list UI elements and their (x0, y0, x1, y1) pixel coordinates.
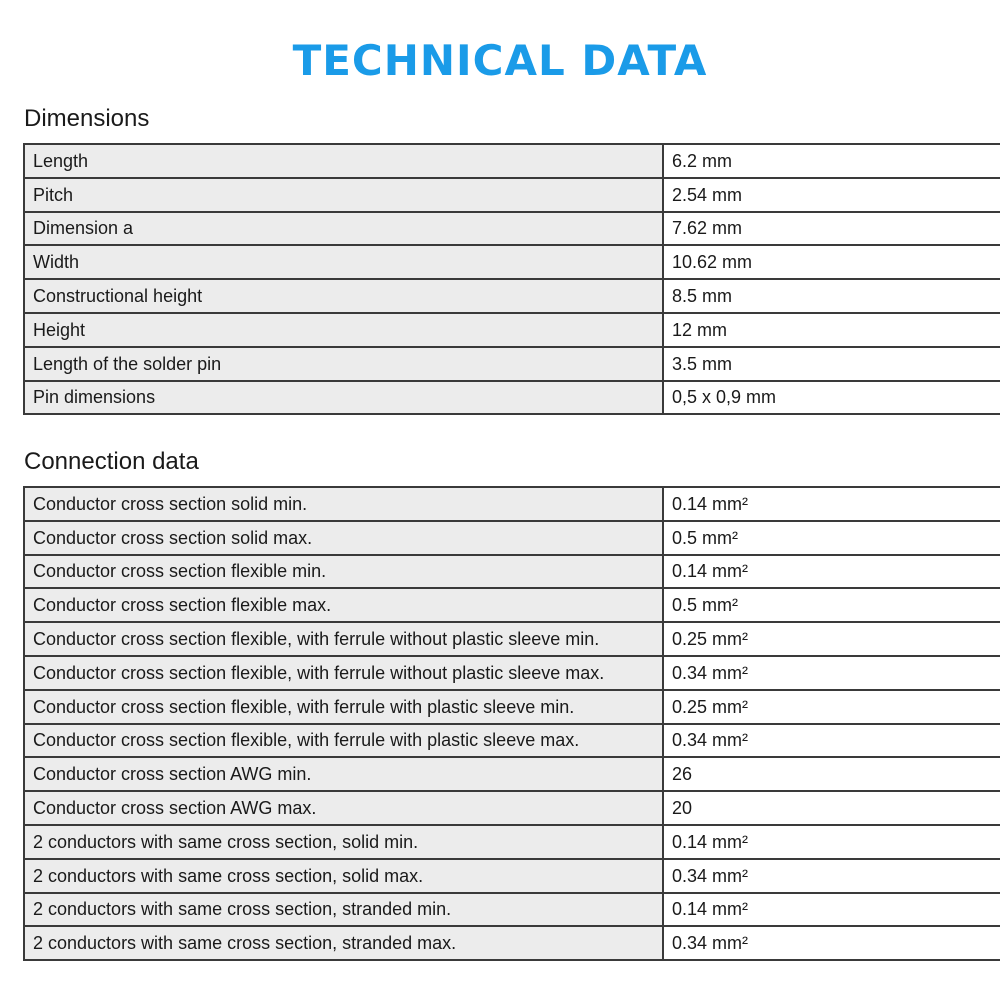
row-value: 8.5 mm (663, 279, 1000, 313)
row-value: 7.62 mm (663, 212, 1000, 246)
table-row (24, 893, 1000, 927)
table-row (24, 690, 1000, 724)
row-label: Pin dimensions (24, 381, 663, 415)
row-label: Length of the solder pin (24, 347, 663, 381)
row-label: Pitch (24, 178, 663, 212)
row-value: 0.14 mm² (663, 893, 1000, 927)
row-value: 26 (663, 757, 1000, 791)
row-label: Conductor cross section flexible min. (24, 555, 663, 589)
row-value: 0.14 mm² (663, 555, 1000, 589)
table-row (24, 487, 1000, 521)
table-row (24, 347, 1000, 381)
row-label: Dimension a (24, 212, 663, 246)
row-label: Conductor cross section flexible, with ferrule without plastic sleeve max. (24, 656, 663, 690)
row-label: Constructional height (24, 279, 663, 313)
connection-data-table (23, 486, 1000, 961)
row-value: 6.2 mm (663, 144, 1000, 178)
row-label: 2 conductors with same cross section, solid max. (24, 859, 663, 893)
row-value: 0.34 mm² (663, 724, 1000, 758)
row-label: 2 conductors with same cross section, stranded max. (24, 926, 663, 960)
table-row (24, 381, 1000, 415)
row-value: 2.54 mm (663, 178, 1000, 212)
row-value: 0.34 mm² (663, 656, 1000, 690)
dimensions-table (23, 143, 1000, 415)
row-value: 0.5 mm² (663, 521, 1000, 555)
row-label: Conductor cross section flexible, with ferrule without plastic sleeve min. (24, 622, 663, 656)
section-heading-connection-data: Connection data (24, 448, 199, 475)
table-row (24, 622, 1000, 656)
row-label: Conductor cross section flexible, with ferrule with plastic sleeve min. (24, 690, 663, 724)
table-row (24, 859, 1000, 893)
row-value: 20 (663, 791, 1000, 825)
table-row (24, 212, 1000, 246)
table-row (24, 656, 1000, 690)
row-value: 0.34 mm² (663, 926, 1000, 960)
row-value: 0,5 x 0,9 mm (663, 381, 1000, 415)
row-value: 0.25 mm² (663, 622, 1000, 656)
table-row (24, 245, 1000, 279)
page-title: TECHNICAL DATA (292, 36, 708, 85)
row-label: Conductor cross section AWG max. (24, 791, 663, 825)
row-label: Conductor cross section flexible, with ferrule with plastic sleeve max. (24, 724, 663, 758)
table-row (24, 724, 1000, 758)
table-row (24, 825, 1000, 859)
table-row (24, 791, 1000, 825)
row-value: 0.14 mm² (663, 825, 1000, 859)
row-label: Conductor cross section flexible max. (24, 588, 663, 622)
row-label: Conductor cross section solid max. (24, 521, 663, 555)
row-label: 2 conductors with same cross section, stranded min. (24, 893, 663, 927)
table-row (24, 757, 1000, 791)
section-heading-dimensions: Dimensions (24, 105, 150, 132)
row-value: 10.62 mm (663, 245, 1000, 279)
row-value: 0.14 mm² (663, 487, 1000, 521)
row-value: 12 mm (663, 313, 1000, 347)
row-value: 0.5 mm² (663, 588, 1000, 622)
row-label: Conductor cross section AWG min. (24, 757, 663, 791)
row-value: 0.25 mm² (663, 690, 1000, 724)
row-label: Conductor cross section solid min. (24, 487, 663, 521)
connection-data-table-body (24, 487, 1000, 960)
row-label: Width (24, 245, 663, 279)
table-row (24, 555, 1000, 589)
table-row (24, 313, 1000, 347)
table-row (24, 588, 1000, 622)
row-label: Height (24, 313, 663, 347)
table-row (24, 279, 1000, 313)
row-label: 2 conductors with same cross section, solid min. (24, 825, 663, 859)
row-label: Length (24, 144, 663, 178)
row-value: 0.34 mm² (663, 859, 1000, 893)
dimensions-table-body (24, 144, 1000, 414)
table-row (24, 144, 1000, 178)
table-row (24, 178, 1000, 212)
table-row (24, 926, 1000, 960)
table-row (24, 521, 1000, 555)
row-value: 3.5 mm (663, 347, 1000, 381)
